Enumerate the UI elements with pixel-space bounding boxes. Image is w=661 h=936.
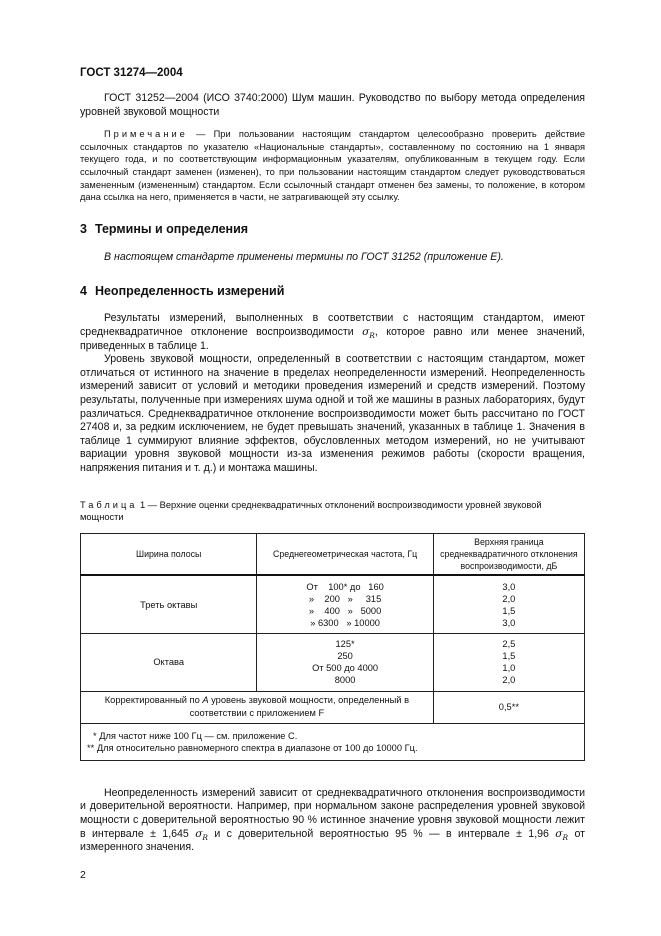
value-cell: 0,5** bbox=[433, 691, 584, 723]
section-4-final bbox=[80, 787, 585, 855]
table-row bbox=[81, 575, 585, 633]
reference-text: ГОСТ 31252—2004 (ИСО 3740:2000) Шум машин. Руководство по выбору метода определения уровней звуковой мощности bbox=[80, 92, 585, 118]
note-label: Примечание bbox=[104, 129, 188, 140]
data-table bbox=[80, 533, 585, 760]
band-cell: Треть октавы bbox=[81, 575, 257, 633]
section-4 bbox=[80, 284, 585, 475]
column-header: Среднегеометрическая частота, Гц bbox=[257, 534, 433, 576]
section-heading: 3 Термины и определения bbox=[80, 221, 249, 236]
table-caption: Таблица 1 — Верхние оценки среднеквадратичных отклонений воспроизводимости уровней звуковой мощности bbox=[80, 500, 542, 523]
column-header: Верхняя граница среднеквадратичного отклонения воспроизводимости, дБ bbox=[433, 534, 584, 576]
page-number: 2 bbox=[80, 868, 86, 881]
paragraph: Неопределенность измерений зависит от среднеквадратичного отклонения воспроизводимости и доверительной вероятности. Например, при нормальном законе распределения уровней звуковой мощности с доверительной вероятностью 90 % истинное значение уровня звуковой мощности лежит в интервале ± 1,645 $\sigma_R$ и с доверительной вероятностью 95 % — в интервале ± 1,96 $\sigma_R$ от измеренного значения. bbox=[80, 786, 585, 854]
table-row bbox=[81, 633, 585, 691]
normative-reference bbox=[80, 92, 585, 119]
footnote: * Для частот ниже 100 Гц — см. приложение С. bbox=[93, 730, 298, 741]
sigma-symbol: $\sigma_R$ bbox=[362, 325, 375, 341]
table-header-row bbox=[81, 534, 585, 576]
table-1 bbox=[80, 499, 585, 760]
value-cell: 2,5 1,5 1,0 2,0 bbox=[433, 633, 584, 691]
freq-cell: От 100* до 160 » 200 » 315 » 400 » 5000 » 6300 » 10000 bbox=[257, 575, 433, 633]
footnote: ** Для относительно равномерного спектра в диапазоне от 100 до 10000 Гц. bbox=[87, 743, 418, 754]
section-heading: 4 Неопределенность измерений bbox=[80, 284, 285, 299]
table-footnotes bbox=[81, 723, 585, 760]
table-row bbox=[81, 691, 585, 723]
paragraph: Уровень звуковой мощности, определенный в соответствии с настоящим стандартом, может отличаться от истинного на значение в пределах неопределенности измерений. Неопределенность измерений зависит от условий и методики проведения измерений и средств измерений. Поэтому результаты, полученные при измерениях шума одной и той же машины в разных лабораториях, будут различаться. Среднеквадратичное отклонение воспроизводимости может быть рассчитано по ГОСТ 27408 и, за редким исключением, не будет превышать значений, указанных в таблице 1. Значения в таблице 1 суммируют влияние эффектов, обусловленных методом измерений, но не учитывают вариации уровня звуковой мощности из-за изменения режимов работы (скорости вращения, напряжения питания и т. д.) и монтажа машины. bbox=[80, 353, 585, 474]
column-header: Ширина полосы bbox=[81, 534, 257, 576]
a-weighted-label: Корректированный по А уровень звуковой мощности, определенный в соответствии с приложением F bbox=[81, 691, 434, 723]
section-3 bbox=[80, 222, 585, 265]
band-cell: Октава bbox=[81, 633, 257, 691]
note-text: — При пользовании настоящим стандартом целесообразно проверить действие ссылочных стандартов по указателю «Национальные стандарты», составленному по состоянию на 1 января текущего года, и по соответствующим информационным указателям, опубликованным в текущем году. Если ссылочный стандарт заменен (изменен), то при пользовании настоящим стандартом следует руководствоваться замененным (измененным) стандартом. Если ссылочный стандарт отменен без замены, то положение, в котором дана ссылка на него, применяется в части, не затрагивающей эту ссылку. bbox=[80, 129, 585, 203]
document-header: ГОСТ 31274—2004 bbox=[80, 67, 183, 79]
paragraph: Результаты измерений, выполненных в соответствии с настоящим стандартом, имеют среднеквадратичное отклонение воспроизводимости $\sigma_R$, которое равно или менее значений, приведенных в таблице 1. bbox=[80, 312, 585, 352]
value-cell: 3,0 2,0 1,5 3,0 bbox=[433, 575, 584, 633]
freq-cell: 125* 250 От 500 до 4000 8000 bbox=[257, 633, 433, 691]
section-3-text: В настоящем стандарте применены термины по ГОСТ 31252 (приложение Е). bbox=[104, 250, 504, 263]
note bbox=[80, 128, 585, 204]
